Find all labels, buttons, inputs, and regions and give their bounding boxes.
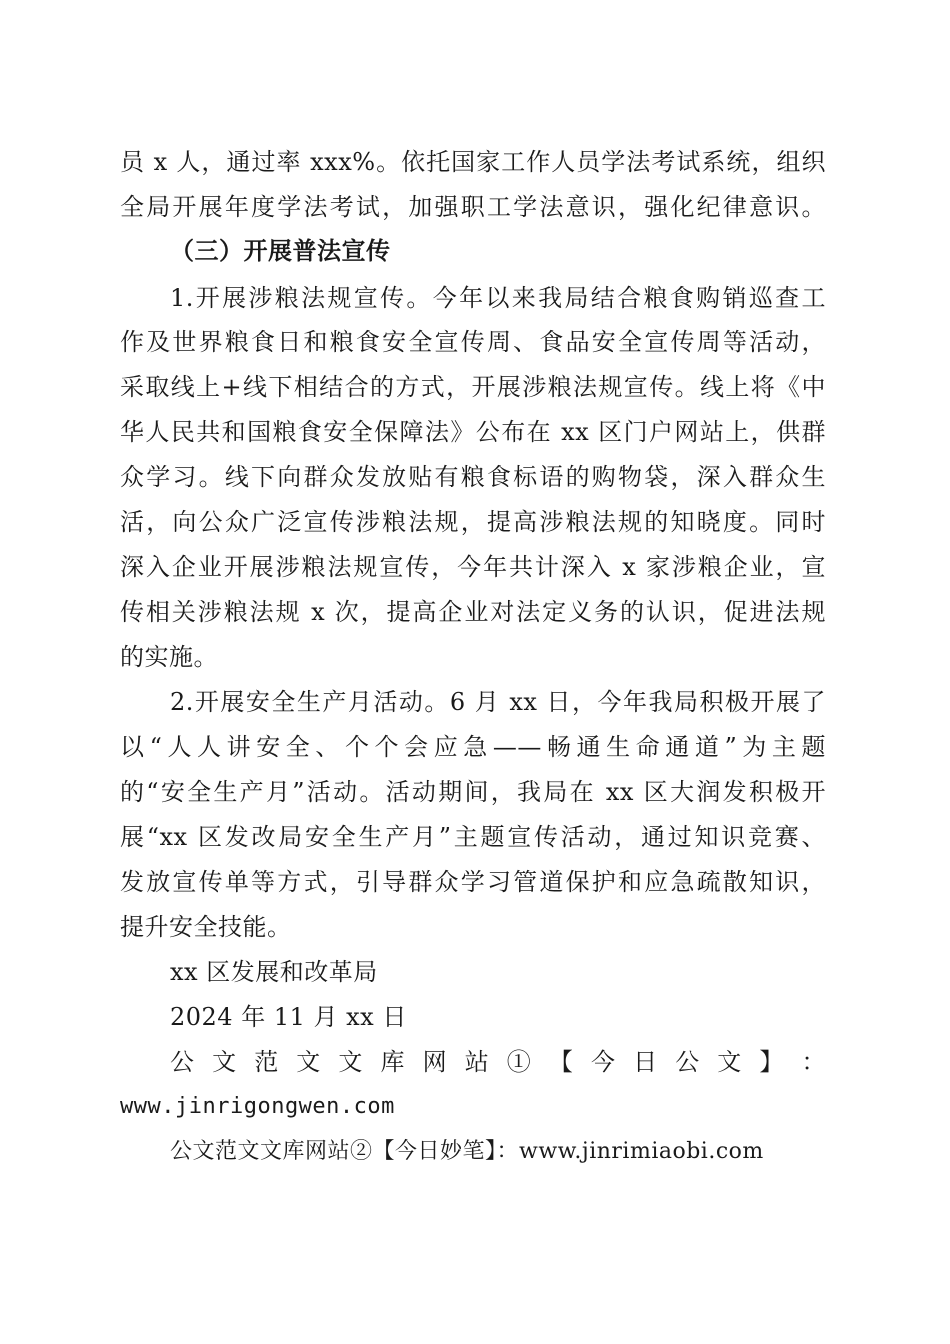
- signature-date: 2024 年 11 月 xx 日: [170, 1003, 407, 1031]
- paragraph-line: 2.开展安全生产月活动。6 月 xx 日，今年我局积极开展了: [170, 688, 826, 716]
- section-heading: （三）开展普法宣传: [170, 236, 391, 265]
- paragraph-line: 全局开展年度学法考试，加强职工学法意识，强化纪律意识。: [120, 193, 826, 221]
- paragraph-line: 发放宣传单等方式，引导群众学习管道保护和应急疏散知识，: [120, 868, 826, 896]
- paragraph-line: 以“人人讲安全、个个会应急——畅通生命通道”为主题: [120, 733, 826, 761]
- paragraph-line: 的实施。: [120, 643, 218, 671]
- footer-website-1-label: 公 文 范 文 文 库 网 站 ① 【 今 日 公 文 】 ：: [170, 1048, 826, 1076]
- paragraph-line: 的“安全生产月”活动。活动期间，我局在 xx 区大润发积极开: [120, 778, 826, 806]
- signature-organization: xx 区发展和改革局: [170, 958, 378, 986]
- paragraph-line: 员 x 人，通过率 xxx%。依托国家工作人员学法考试系统，组织: [120, 148, 826, 176]
- paragraph-line: 深入企业开展涉粮法规宣传，今年共计深入 x 家涉粮企业，宣: [120, 553, 826, 581]
- paragraph-line: 1.开展涉粮法规宣传。今年以来我局结合粮食购销巡查工: [170, 284, 826, 312]
- footer-website-2: 公文范文文库网站②【今日妙笔】：www.jinrimiaobi.com: [170, 1139, 764, 1164]
- paragraph-line: 提升安全技能。: [120, 913, 292, 941]
- paragraph-line: 众学习。线下向群众发放贴有粮食标语的购物袋，深入群众生: [120, 463, 826, 491]
- paragraph-line: 活，向公众广泛宣传涉粮法规，提高涉粮法规的知晓度。同时: [120, 508, 826, 536]
- paragraph-line: 华人民共和国粮食安全保障法》公布在 xx 区门户网站上，供群: [120, 418, 826, 446]
- footer-website-1-url: www.jinrigongwen.com: [120, 1094, 395, 1119]
- paragraph-line: 传相关涉粮法规 x 次，提高企业对法定义务的认识，促进法规: [120, 598, 826, 626]
- paragraph-line: 展“xx 区发改局安全生产月”主题宣传活动，通过知识竞赛、: [120, 823, 826, 851]
- paragraph-line: 采取线上+线下相结合的方式，开展涉粮法规宣传。线上将《中: [120, 373, 826, 401]
- paragraph-line: 作及世界粮食日和粮食安全宣传周、食品安全宣传周等活动，: [120, 328, 826, 356]
